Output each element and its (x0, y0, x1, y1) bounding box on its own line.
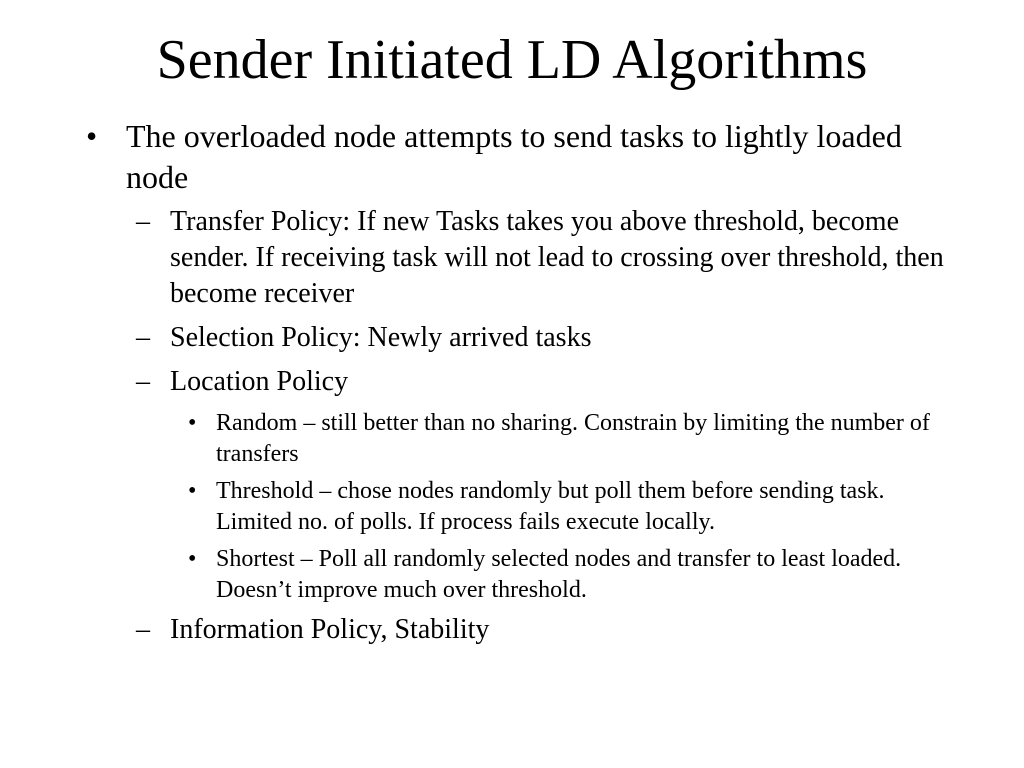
slide-body (86, 116, 956, 656)
sub-bullet-text: Information Policy, Stability (170, 614, 490, 645)
location-item-text: Threshold – chose nodes randomly but poll them before sending task. Limited no. of polls. If process fails execute locally. (216, 478, 885, 535)
dash-marker: – (136, 614, 150, 645)
location-item-shortest (86, 544, 956, 606)
slide-title: Sender Initiated LD Algorithms (156, 29, 868, 91)
location-item-text: Random – still better than no sharing. Constrain by limiting the number of transfers (216, 410, 930, 467)
main-bullet (86, 116, 956, 198)
sub-bullet-list (86, 204, 956, 648)
bullet-marker: • (188, 546, 197, 572)
dash-marker: – (136, 322, 150, 353)
location-policy-list (86, 408, 956, 606)
bullet-marker: • (86, 118, 98, 154)
sub-bullet-text: Selection Policy: Newly arrived tasks (170, 322, 592, 353)
sub-bullet-transfer-policy (86, 204, 956, 312)
bullet-marker: • (188, 410, 197, 436)
bullet-marker: • (188, 478, 197, 504)
sub-bullet-selection-policy (86, 320, 956, 356)
location-item-text: Shortest – Poll all randomly selected nodes and transfer to least loaded. Doesn’t improve much over threshold. (216, 546, 902, 603)
dash-marker: – (136, 366, 150, 397)
sub-bullet-location-policy (86, 364, 956, 400)
location-item-random (86, 408, 956, 470)
dash-marker: – (136, 206, 150, 237)
sub-bullet-information-policy (86, 612, 956, 648)
main-bullet-text: The overloaded node attempts to send tasks to lightly loaded node (126, 118, 902, 195)
location-item-threshold (86, 476, 956, 538)
sub-bullet-text: Transfer Policy: If new Tasks takes you above threshold, become sender. If receiving task will not lead to crossing over threshold, then become receiver (170, 206, 944, 309)
sub-bullet-text: Location Policy (170, 366, 349, 397)
